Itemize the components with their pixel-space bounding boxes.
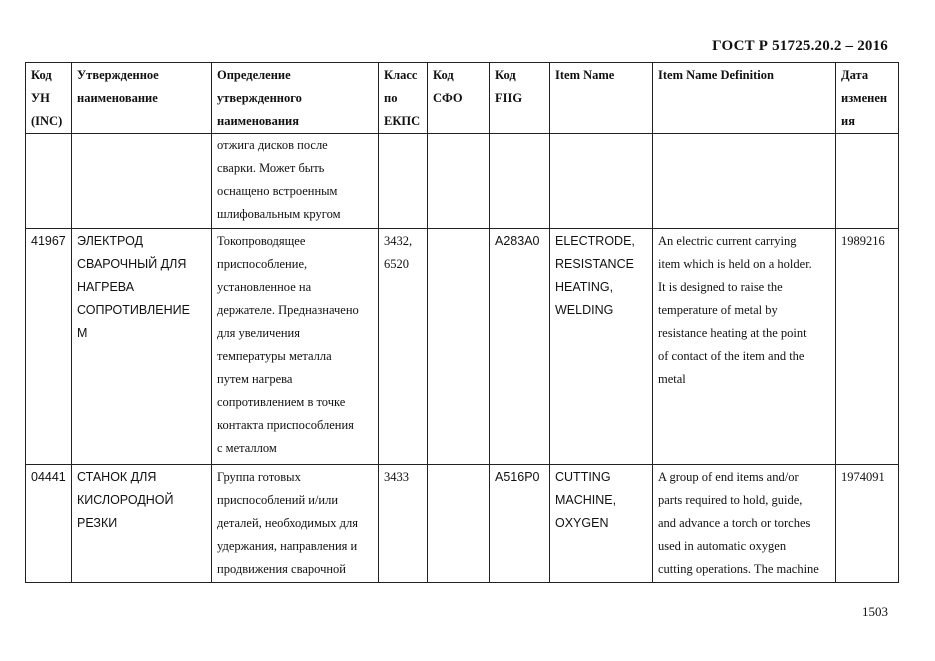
cell-ekps-class	[379, 134, 428, 229]
cell-sfo-code	[428, 465, 490, 583]
cell-item-name-definition	[653, 229, 836, 465]
cell-text: An electric current carrying item which is held on a holder. It is designed to raise the temperature of metal by resistance heating at the point of contact of the item and the metal	[658, 234, 812, 386]
cell-item-name	[550, 465, 653, 583]
data-table	[25, 62, 899, 583]
header-inc-code-text: Код УН (INC)	[31, 68, 63, 128]
header-approved-name-text: Утвержденное наименование	[77, 68, 159, 105]
cell-change-date	[836, 134, 899, 229]
cell-text: A group of end items and/or parts required to hold, guide, and advance a torch or torches used in automatic oxygen cutting operations. The machine	[658, 470, 819, 576]
cell-approved-name	[72, 229, 212, 465]
cell-approved-name	[72, 465, 212, 583]
header-fiig-code	[490, 63, 550, 134]
cell-approved-name	[72, 134, 212, 229]
cell-change-date	[836, 229, 899, 465]
cell-text: СТАНОК ДЛЯ КИСЛОРОДНОЙ РЕЗКИ	[77, 470, 174, 530]
header-change-date	[836, 63, 899, 134]
cell-text: 3433	[384, 470, 409, 484]
cell-text: ЭЛЕКТРОД СВАРОЧНЫЙ ДЛЯ НАГРЕВА СОПРОТИВЛЕНИЕ М	[77, 234, 190, 340]
cell-item-name-definition	[653, 465, 836, 583]
document-header: ГОСТ Р 51725.20.2 – 2016	[712, 38, 888, 54]
table-row	[26, 229, 899, 465]
cell-ekps-class	[379, 465, 428, 583]
header-sfo-code	[428, 63, 490, 134]
header-item-name-definition-text: Item Name Definition	[658, 68, 774, 82]
header-ekps-class-text: Класс по ЕКПС	[384, 68, 421, 128]
cell-fiig-code	[490, 134, 550, 229]
header-inc-code	[26, 63, 72, 134]
table-header-row	[26, 63, 899, 134]
cell-text: ELECTRODE, RESISTANCE HEATING, WELDING	[555, 234, 635, 317]
header-ekps-class	[379, 63, 428, 134]
header-item-name	[550, 63, 653, 134]
header-item-name-text: Item Name	[555, 68, 615, 82]
header-change-date-text: Дата изменен ия	[841, 68, 888, 128]
cell-definition	[212, 229, 379, 465]
cell-text: A283A0	[495, 234, 540, 248]
cell-sfo-code	[428, 229, 490, 465]
table-row	[26, 134, 899, 229]
cell-text: A516P0	[495, 470, 540, 484]
cell-fiig-code	[490, 229, 550, 465]
cell-sfo-code	[428, 134, 490, 229]
header-sfo-code-text: Код СФО	[433, 68, 463, 105]
cell-fiig-code	[490, 465, 550, 583]
header-definition-text: Определение утвержденного наименования	[217, 68, 302, 128]
cell-inc-code	[26, 134, 72, 229]
cell-item-name	[550, 229, 653, 465]
header-definition	[212, 63, 379, 134]
cell-ekps-class	[379, 229, 428, 465]
cell-text: Токопроводящее приспособление, установленное на держателе. Предназначено для увеличения температуры металла путем нагрева сопротивлением в точке контакта приспособления с металлом	[217, 234, 359, 455]
cell-definition	[212, 465, 379, 583]
cell-text: 41967	[31, 234, 66, 248]
cell-text: CUTTING MACHINE, OXYGEN	[555, 470, 617, 530]
cell-text: 04441	[31, 470, 66, 484]
page-number: 1503	[862, 604, 888, 619]
header-item-name-definition	[653, 63, 836, 134]
cell-inc-code	[26, 465, 72, 583]
cell-definition	[212, 134, 379, 229]
cell-inc-code	[26, 229, 72, 465]
cell-text: 3432, 6520	[384, 234, 413, 271]
cell-change-date	[836, 465, 899, 583]
cell-text: 1989216	[841, 234, 885, 248]
header-fiig-code-text: Код FIIG	[495, 68, 523, 105]
cell-item-name-definition	[653, 134, 836, 229]
cell-item-name	[550, 134, 653, 229]
table-row	[26, 465, 899, 583]
cell-text: 1974091	[841, 470, 885, 484]
header-approved-name	[72, 63, 212, 134]
cell-text: отжига дисков после сварки. Может быть оснащено встроенным шлифовальным кругом	[217, 138, 341, 221]
cell-text: Группа готовых приспособлений и/или деталей, необходимых для удержания, направления и продвижения сварочной	[217, 470, 359, 576]
